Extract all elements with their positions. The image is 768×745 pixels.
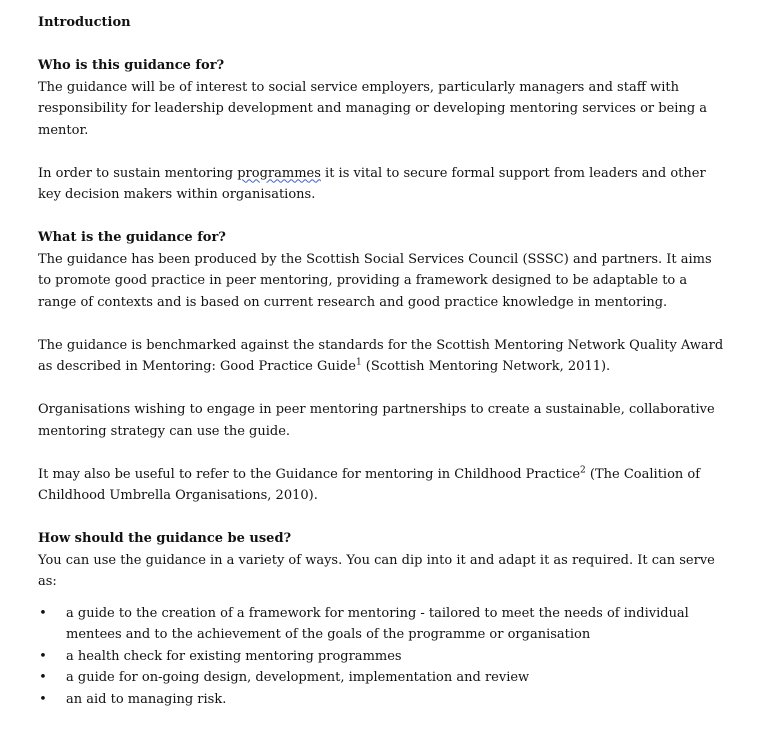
list-item-text: a guide to the creation of a framework for mentoring - tailored to meet the needs of individual mentees and to the achievement of the goals of the programme or organisation <box>66 605 689 642</box>
list-item-text: a health check for existing mentoring programmes <box>66 648 402 664</box>
list-item <box>38 646 728 668</box>
list-item <box>38 667 728 689</box>
section-heading-how: How should the guidance be used? <box>38 531 292 546</box>
document-page <box>38 12 728 710</box>
list-item-text: a guide for on-going design, development, implementation and review <box>66 670 530 685</box>
bullet-icon: • <box>39 670 47 685</box>
paragraph-childhood-practice <box>38 464 728 507</box>
section-heading-who: Who is this guidance for? <box>38 58 225 73</box>
paragraph-formal-support <box>38 163 728 206</box>
section-heading-what: What is the guidance for? <box>38 230 226 245</box>
paragraph-childhood-end: (The Coalition of Childhood Umbrella Organisations, 2010). <box>38 466 701 503</box>
paragraph-produced-by: The guidance has been produced by the Scottish Social Services Council (SSSC) and partners. It aims to promote good practice in peer mentoring, providing a framework designed to be adaptable to a range of contexts and is based on current research and good practice knowledge in mentoring. <box>38 251 712 310</box>
usage-bullet-list <box>38 603 728 711</box>
paragraph-audience: The guidance will be of interest to social service employers, particularly managers and staff with responsibility for leadership development and managing or developing mentoring services or being a mentor. <box>38 79 708 138</box>
bullet-icon: • <box>39 691 47 707</box>
list-item-text: an aid to managing risk. <box>66 691 227 707</box>
spellcheck-flagged-word[interactable]: programmes <box>237 165 321 181</box>
paragraph-formal-support-start: In order to sustain mentoring <box>38 165 238 181</box>
document-title: Introduction <box>38 15 131 30</box>
paragraph-organisations: Organisations wishing to engage in peer mentoring partnerships to create a sustainable, collaborative mentoring strategy can use the guide. <box>38 402 715 439</box>
paragraph-formal-support-end: it is vital to secure formal support from leaders and other key decision makers within organisations. <box>38 165 706 202</box>
paragraph-benchmark-end: (Scottish Mentoring Network, 2011). <box>361 359 611 374</box>
paragraph-childhood-start: It may also be useful to refer to the Guidance for mentoring in Childhood Practice <box>38 466 581 482</box>
paragraph-benchmark <box>38 335 728 378</box>
footnote-ref-2[interactable]: 2 <box>580 465 586 476</box>
bullet-icon: • <box>39 605 47 621</box>
list-item <box>38 689 728 711</box>
list-item <box>38 603 728 646</box>
bullet-icon: • <box>39 648 47 664</box>
paragraph-benchmark-start: The guidance is benchmarked against the standards for the Scottish Mentoring Network Quality Award as described in Mentoring: Good Practice Guide <box>38 337 724 374</box>
footnote-ref-1[interactable]: 1 <box>355 357 362 368</box>
paragraph-usage: You can use the guidance in a variety of ways. You can dip into it and adapt it as required. It can serve as: <box>38 552 715 589</box>
